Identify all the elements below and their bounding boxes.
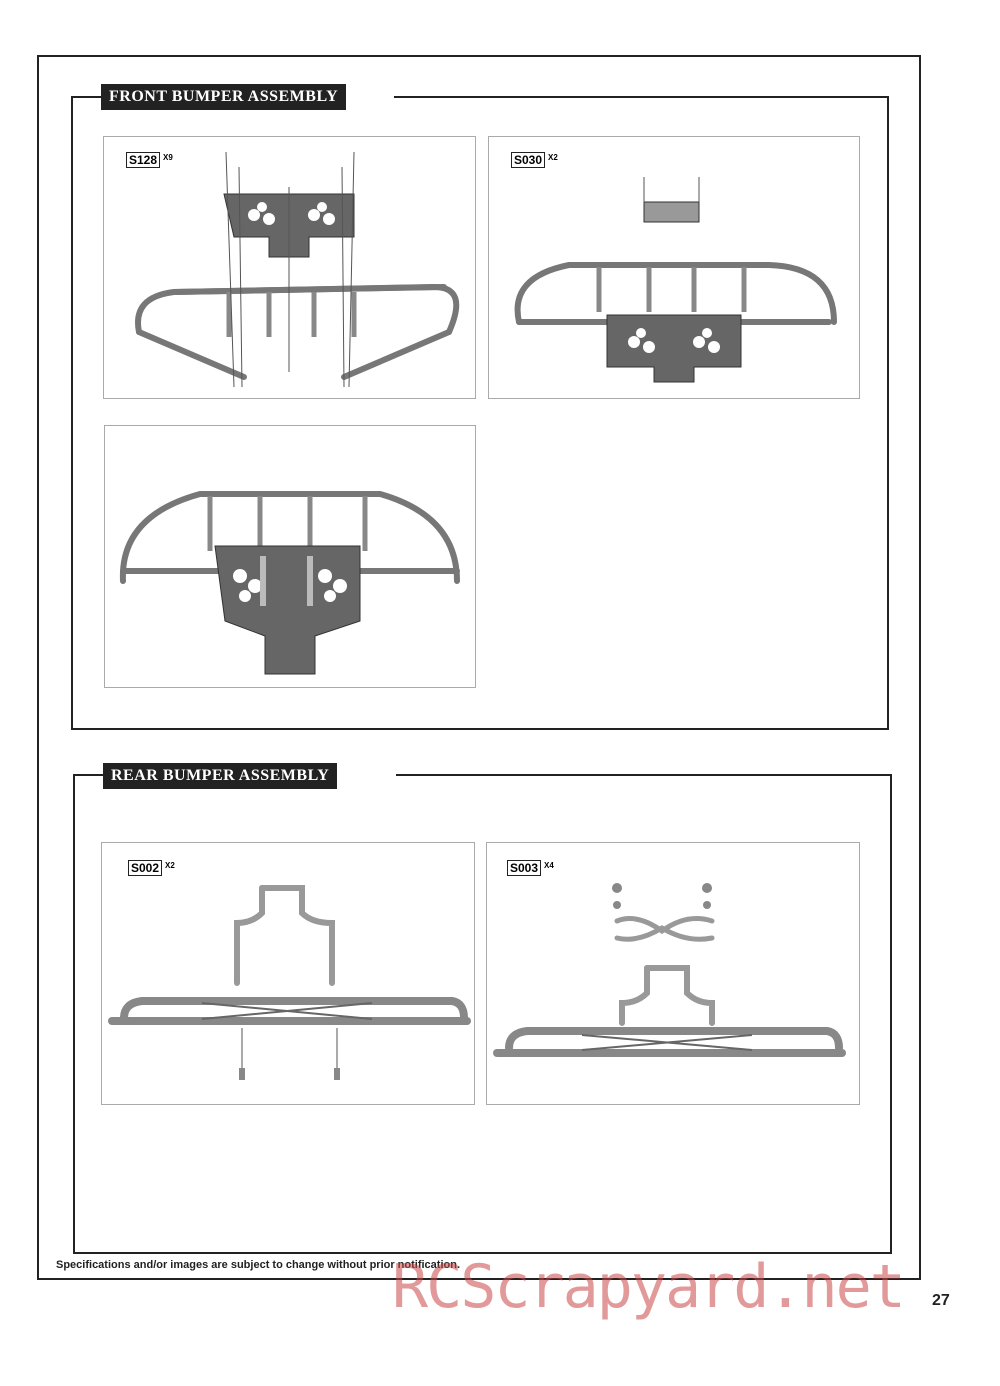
footer-notice: Specifications and/or images are subject to change without prior notification. bbox=[56, 1259, 461, 1271]
bumper-assembled-diagram bbox=[105, 426, 476, 688]
part-qty: X2 bbox=[548, 153, 558, 162]
front-assembled-panel bbox=[104, 425, 476, 688]
watermark: RCScrapyard.net bbox=[392, 1252, 904, 1322]
front-step-2-panel bbox=[488, 136, 860, 399]
part-code: S002 bbox=[128, 860, 162, 876]
page-number: 27 bbox=[932, 1292, 950, 1309]
bumper-brace-diagram bbox=[489, 137, 860, 399]
rear-bumper-exploded-diagram bbox=[102, 843, 475, 1105]
rear-step-1-panel bbox=[101, 842, 475, 1105]
front-bumper-title: FRONT BUMPER ASSEMBLY bbox=[101, 84, 346, 110]
part-qty: X2 bbox=[165, 861, 175, 870]
part-code: S003 bbox=[507, 860, 541, 876]
part-qty: X9 bbox=[163, 153, 173, 162]
rear-bumper-title: REAR BUMPER ASSEMBLY bbox=[103, 763, 337, 789]
rear-bumper-link-diagram bbox=[487, 843, 860, 1105]
rear-step-2-panel bbox=[486, 842, 860, 1105]
front-step-1-panel bbox=[103, 136, 476, 399]
part-code: S128 bbox=[126, 152, 160, 168]
part-qty: X4 bbox=[544, 861, 554, 870]
bumper-exploded-diagram bbox=[104, 137, 476, 399]
part-code: S030 bbox=[511, 152, 545, 168]
